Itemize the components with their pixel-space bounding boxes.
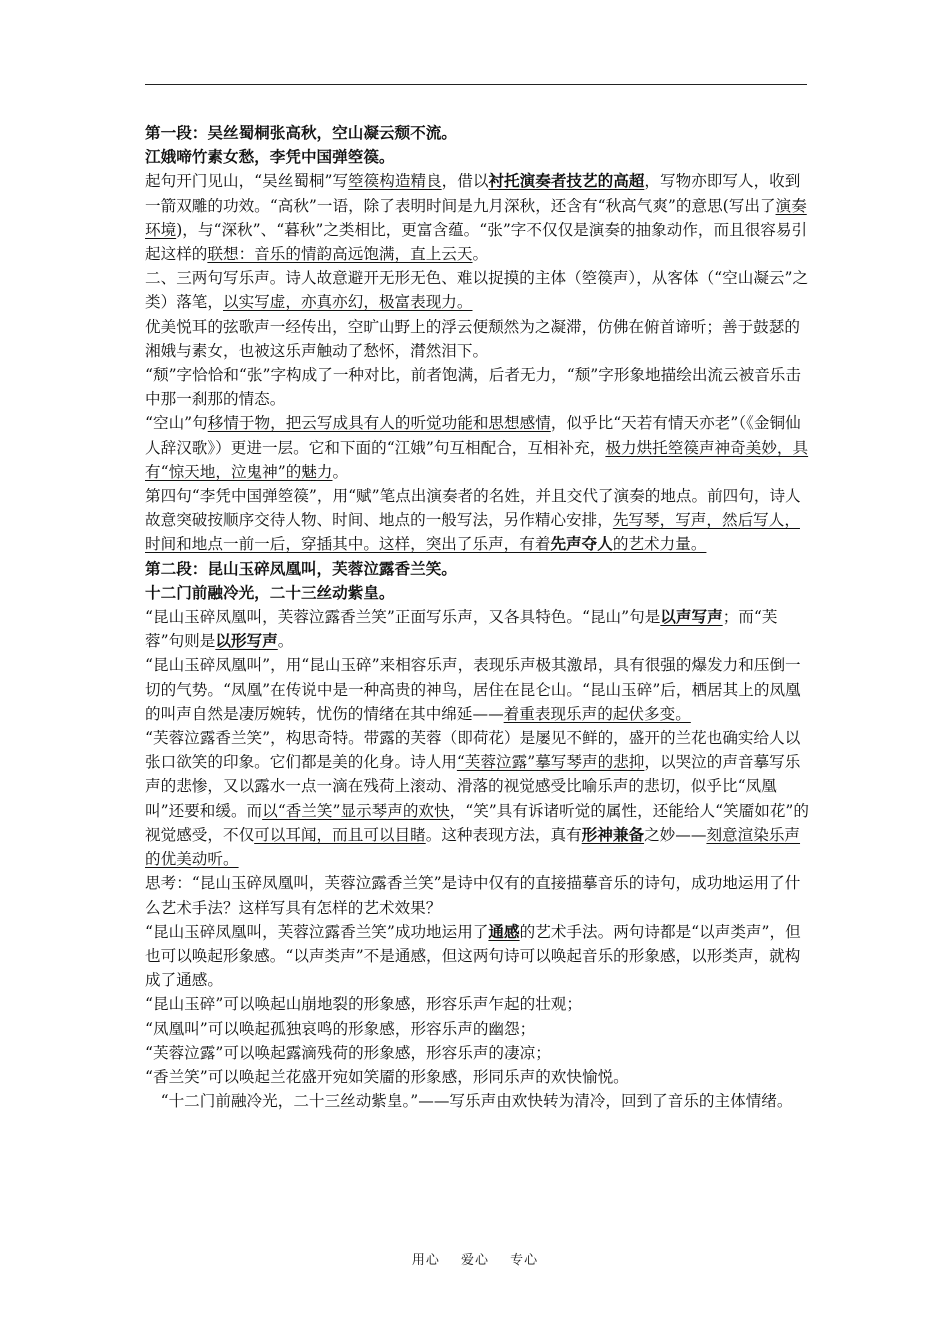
underlined-phrase: 刻意渲染乐声的优美动听。 bbox=[145, 825, 801, 869]
underlined-phrase: 以“香兰笑”显示琴声的欢快 bbox=[262, 801, 450, 820]
list-item-kunshan: “昆山玉碎”可以唤起山崩地裂的形象感，形容乐声乍起的壮观； bbox=[145, 995, 582, 1014]
paragraph-opening-line: 起句开门见山，“吴丝蜀桐”写箜篌构造精良，借以衬托演奏者技艺的高超，写物亦即写人，收到一箭双雕的功效。“高秋”一语，除了表明时间是九月深秋，还含有“秋高气爽”的意思(写出了演奏环境)，与“深秋”、“暮秋”之类相比，更富含蕴。“张”字不仅仅是演奏的抽象动作，而且很容易引起这样的联想：音乐的情韵高远饱满，直上云天。 bbox=[145, 171, 808, 264]
underlined-bold-phrase: 以声写声 bbox=[660, 607, 723, 627]
paragraph-kunshan-fuRong: “昆山玉碎凤凰叫，芙蓉泣露香兰笑”正面写乐声，又各具特色。“昆山”句是以声写声；而“芙蓉”句则是以形写声。 bbox=[145, 607, 778, 651]
underlined-phrase: 可以耳闻，而且可以目睹 bbox=[254, 825, 426, 844]
section1-heading-line1: 第一段：吴丝蜀桐张高秋，空山凝云颓不流。 bbox=[145, 123, 457, 142]
paragraph-lines-two-three: 二、三两句写乐声。诗人故意避开无形无色、难以捉摸的主体（箜篌声），从客体（“空山凝云”之类）落笔，以实写虚，亦真亦幻，极富表现力。 bbox=[145, 269, 809, 312]
underlined-phrase: “芙蓉泣露”摹写琴声的悲抑 bbox=[456, 753, 645, 772]
footer-text: 专心 bbox=[510, 1253, 539, 1268]
underlined-bold-phrase: 通感 bbox=[488, 921, 520, 941]
list-item-furong: “芙蓉泣露”可以唤起露滴残荷的形象感，形容乐声的凄凉； bbox=[145, 1043, 551, 1062]
paragraph-music-effect: 优美悦耳的弦歌声一经传出，空旷山野上的浮云便颓然为之凝滞，仿佛在俯首谛听；善于鼓瑟的湘娥与素女，也被这乐声触动了愁怀，潸然泪下。 bbox=[145, 317, 800, 360]
underlined-phrase: 的艺术力量。 bbox=[612, 535, 707, 554]
paragraph-furong-qilu: “芙蓉泣露香兰笑”，构思奇特。带露的芙蓉（即荷花）是屡见不鲜的，盛开的兰花也确实给人以张口欲笑的印象。它们都是美的化身。诗人用“芙蓉泣露”摹写琴声的悲抑，以哭泣的声音摹写乐声的悲惨，又以露水一点一滴在残荷上滚动、滑落的视觉感受比喻乐声的悲切，似乎比“凤凰叫”还要和缓。而以“香兰笑”显示琴声的欢快，“笑”具有诉诸听觉的属性，还能给人“笑靥如花”的视觉感受，不仅可以耳闻，而且可以目睹。这种表现方法，真有形神兼备之妙——刻意渲染乐声的优美动听。 bbox=[145, 729, 809, 869]
header-rule bbox=[145, 84, 807, 85]
footer-text: 爱心 bbox=[460, 1253, 489, 1268]
document-body bbox=[145, 121, 809, 1113]
underlined-phrase: 极力烘托箜篌声神奇美妙，具有“惊天地，泣鬼神”的魅力 bbox=[145, 438, 809, 481]
underlined-phrase: 移情于物，把云写成具有人的听觉功能和思想感情 bbox=[207, 414, 551, 433]
list-item-fenghuang: “凤凰叫”可以唤起孤独哀鸣的形象感，形容乐声的幽怨； bbox=[145, 1019, 536, 1038]
footer-text: 用心 bbox=[411, 1253, 440, 1268]
underlined-bold-phrase: 先声夺人 bbox=[550, 534, 613, 554]
underlined-bold-phrase: 衬托演奏者技艺的高超 bbox=[488, 171, 645, 191]
paragraph-tui-zhang: “颓”字恰恰和“张”字构成了一种对比，前者饱满，后者无力，“颓”字形象地描绘出流云被音乐击中那一刹那的情态。 bbox=[145, 366, 801, 409]
underlined-phrase: 先写琴，写声，然后写人，时间和地点一前一后，穿插其中。这样，突出了乐声，有着 bbox=[145, 511, 800, 554]
paragraph-fourth-line: 第四句“李凭中国弹箜篌”，用“赋”笔点出演奏者的名姓，并且交代了演奏的地点。前四句，诗人故意突破按顺序交待人物、时间、地点的一般写法，另作精心安排，先写琴，写声，然后写人，时间和地点一前一后，穿插其中。这样，突出了乐声，有着先声夺人的艺术力量。 bbox=[145, 487, 801, 554]
page-footer bbox=[0, 1249, 950, 1268]
section2-heading-line1: 第二段：昆山玉碎凤凰叫，芙蓉泣露香兰笑。 bbox=[145, 558, 457, 578]
underlined-phrase: 着重表现乐声的起伏多变。 bbox=[503, 704, 691, 723]
paragraph-closing: “十二门前融冷光，二十三丝动紫皇。”——写乐声由欢快转为清冷，回到了音乐的主体情绪。 bbox=[160, 1092, 793, 1111]
section1-heading-line2: 江娥啼竹素女愁，李凭中国弹箜篌。 bbox=[145, 147, 395, 167]
paragraph-kunshan-yusui: “昆山玉碎凤凰叫”，用“昆山玉碎”来相容乐声，表现乐声极其激昂，具有很强的爆发力和压倒一切的气势。“凤凰”在传说中是一种高贵的神鸟，居住在昆仑山。“昆山玉碎”后，栖居其上的凤凰的叫声自然是凄厉婉转，忧伤的情绪在其中绵延——着重表现乐声的起伏多变。 bbox=[145, 656, 801, 723]
list-item-xianglan: “香兰笑”可以唤起兰花盛开宛如笑靥的形象感，形同乐声的欢快愉悦。 bbox=[145, 1067, 629, 1086]
underlined-phrase: 联想：音乐的情韵高远饱满，直上云天 bbox=[207, 245, 473, 264]
underlined-bold-phrase: 形神兼备 bbox=[581, 824, 645, 844]
underlined-phrase: 箜篌构造精良 bbox=[348, 172, 442, 191]
section2-heading-line2: 十二门前融冷光，二十三丝动紫皇。 bbox=[145, 582, 395, 602]
underlined-bold-phrase: 以形写声 bbox=[215, 631, 278, 651]
paragraph-question: 思考：“昆山玉碎凤凰叫，芙蓉泣露香兰笑”是诗中仅有的直接描摹音乐的诗句，成功地运用了什么艺术手法？这样写具有怎样的艺术效果？ bbox=[145, 874, 801, 917]
paragraph-answer-tonggan: “昆山玉碎凤凰叫，芙蓉泣露香兰笑”成功地运用了通感的艺术手法。两句诗都是“以声类声”，但也可以唤起形象感。“以声类声”不是通感，但这两句诗可以唤起音乐的形象感，以形类声，就构成了通感。 bbox=[145, 921, 801, 990]
underlined-phrase: 以实写虚，亦真亦幻，极富表现力。 bbox=[222, 293, 473, 312]
underlined-phrase: 演奏环境 bbox=[145, 196, 807, 239]
paragraph-kongshan: “空山”句移情于物，把云写成具有人的听觉功能和思想感情，似乎比“天若有情天亦老”（《金铜仙人辞汉歌》）更进一层。它和下面的“江娥”句互相配合，互相补充，极力烘托箜篌声神奇美妙，具有“惊天地，泣鬼神”的魅力。 bbox=[145, 414, 809, 481]
